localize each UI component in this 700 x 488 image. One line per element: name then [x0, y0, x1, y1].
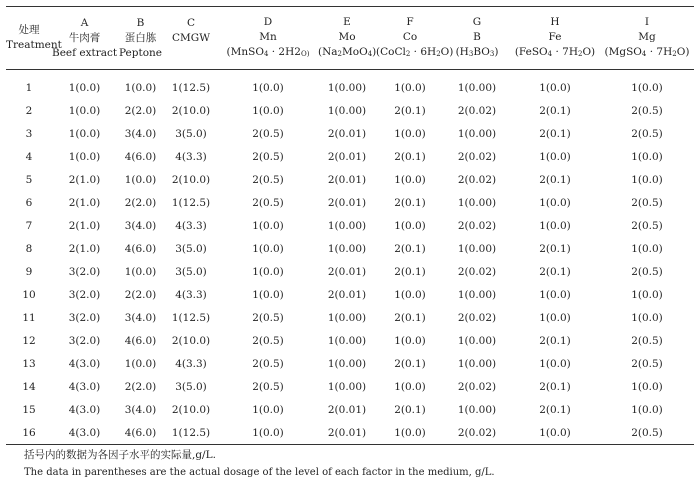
level-cell: 2(0.1): [394, 357, 426, 370]
level-cell: 3(4.0): [124, 403, 157, 416]
level-cell: 2(0.01): [327, 173, 367, 186]
level-cell: 2(0.5): [252, 380, 284, 393]
factor-name: 蛋白胨: [124, 31, 157, 44]
level-cell: 1(0.00): [327, 311, 367, 324]
level-cell: 1(0.00): [327, 334, 367, 347]
level-cell: 2(1.0): [68, 242, 101, 255]
level-cell: 2(0.1): [394, 403, 426, 416]
factor-letter: D: [263, 15, 273, 28]
level-cell: 1(0.00): [457, 242, 497, 255]
level-cell: 2(0.02): [457, 104, 497, 117]
level-cell: 2(2.0): [124, 380, 157, 393]
level-cell: 1(0.0): [539, 81, 571, 94]
factor-name-en: [164, 46, 218, 61]
level-cell: 3(4.0): [124, 311, 157, 324]
factor-header-f: [376, 7, 454, 70]
level-cell: 1(0.0): [124, 81, 157, 94]
factor-formula: (MnSO$_4$ · $2H2_{O)}$: [226, 45, 310, 58]
level-cell: 2(0.01): [327, 403, 367, 416]
level-cell: 2(0.5): [252, 127, 284, 140]
factor-header-h: [510, 7, 600, 70]
treatment-number: 15: [22, 403, 36, 416]
level-cell: 1(0.0): [124, 357, 157, 370]
level-cell: 1(0.0): [539, 150, 571, 163]
level-cell: 1(0.0): [631, 403, 663, 416]
level-cell: 2(0.5): [252, 311, 284, 324]
level-cell: 2(0.1): [394, 265, 426, 278]
level-cell: 3(2.0): [68, 311, 101, 324]
header-row: [6, 7, 694, 70]
table-row: [6, 421, 694, 445]
factor-formula: (CoCl$_2$ · $6H_2O$): [376, 45, 454, 58]
level-cell: 1(0.0): [218, 421, 318, 445]
treatment-number: 9: [25, 265, 33, 278]
level-cell: 1(0.0): [68, 150, 101, 163]
level-cell: 1(0.0): [631, 242, 663, 255]
level-cell: 2(2.0): [124, 288, 157, 301]
factor-name: Co: [402, 30, 418, 43]
factor-formula: (FeSO$_4$ · $7H_2O$): [514, 45, 596, 58]
level-cell: 1(0.0): [631, 173, 663, 186]
level-cell: 4(6.0): [124, 334, 157, 347]
level-cell: 2(10.0): [171, 104, 211, 117]
level-cell: 2(0.1): [539, 265, 571, 278]
level-cell: 1(0.0): [252, 104, 284, 117]
table-row: [6, 76, 694, 99]
level-cell: 1(12.5): [171, 196, 211, 209]
level-cell: 2(0.02): [457, 219, 497, 232]
level-cell: 2(0.5): [631, 127, 663, 140]
level-cell: 1(0.0): [539, 311, 571, 324]
treatment-number: 10: [22, 288, 36, 301]
level-cell: 2(0.01): [327, 288, 367, 301]
orthogonal-design-table: [6, 6, 694, 445]
treatment-number: 13: [22, 357, 36, 370]
factor-header-g: [444, 7, 510, 70]
level-cell: 3(2.0): [68, 288, 101, 301]
table-row: [6, 168, 694, 191]
level-cell: 2(0.01): [327, 265, 367, 278]
level-cell: 2(10.0): [171, 403, 211, 416]
treatment-number: 5: [25, 173, 33, 186]
factor-letter: G: [472, 15, 482, 28]
level-cell: 1(0.0): [68, 104, 101, 117]
level-cell: 2(0.5): [252, 173, 284, 186]
factor-name-en: Beef extract: [52, 46, 118, 59]
level-cell: 1(0.00): [457, 334, 497, 347]
level-cell: 1(0.00): [457, 127, 497, 140]
level-cell: 2(0.1): [394, 311, 426, 324]
level-cell: 1(0.0): [252, 288, 284, 301]
level-cell: 2(0.1): [539, 403, 571, 416]
level-cell: 2(0.01): [327, 150, 367, 163]
level-cell: 1(0.0): [631, 288, 663, 301]
treatment-number: 12: [22, 334, 36, 347]
table-row: [6, 329, 694, 352]
level-cell: 1(0.0): [394, 127, 426, 140]
level-cell: 4(3.3): [175, 288, 207, 301]
level-cell: 2(0.01): [318, 421, 376, 445]
level-cell: 1(0.0): [252, 265, 284, 278]
table-row: [6, 99, 694, 122]
treatment-number: 1: [25, 81, 33, 94]
level-cell: 1(0.00): [457, 196, 497, 209]
level-cell: 3(4.0): [124, 127, 157, 140]
level-cell: 1(0.0): [394, 173, 426, 186]
level-cell: 2(0.1): [539, 380, 571, 393]
factor-name: CMGW: [172, 31, 210, 44]
level-cell: 2(10.0): [171, 173, 211, 186]
factor-name: Mn: [259, 30, 277, 43]
table-row: [6, 352, 694, 375]
factor-letter: F: [406, 15, 414, 28]
level-cell: 1(12.5): [164, 421, 218, 445]
factor-header-c: [164, 7, 218, 70]
level-cell: 1(0.00): [327, 357, 367, 370]
level-cell: 2(2.0): [124, 196, 157, 209]
treatment-number: 11: [22, 311, 36, 324]
factor-name: Fe: [548, 30, 562, 43]
table-body: [6, 70, 694, 445]
level-cell: 2(0.1): [394, 104, 426, 117]
level-cell: 1(0.0): [252, 81, 284, 94]
factor-formula: (MgSO$_4$ · $7H_2O$): [604, 45, 690, 58]
level-cell: 2(0.1): [394, 196, 426, 209]
factor-header-i: [600, 7, 694, 70]
factor-letter: E: [343, 15, 351, 28]
level-cell: 3(5.0): [175, 265, 207, 278]
level-cell: 2(0.5): [631, 104, 663, 117]
factor-header-e: [318, 7, 376, 70]
level-cell: 2(0.5): [252, 150, 284, 163]
table-row: [6, 214, 694, 237]
table-header: [6, 7, 694, 70]
treatment-number: 3: [25, 127, 33, 140]
factor-name-en: Peptone: [118, 46, 163, 59]
factor-name: 牛肉膏: [68, 31, 101, 44]
level-cell: 1(0.0): [124, 265, 157, 278]
level-cell: 1(0.0): [252, 403, 284, 416]
level-cell: 1(0.0): [510, 421, 600, 445]
level-cell: 2(0.1): [539, 173, 571, 186]
level-cell: 2(0.02): [457, 311, 497, 324]
level-cell: 2(0.5): [600, 421, 694, 445]
level-cell: 1(0.0): [631, 150, 663, 163]
treatment-number: 16: [6, 421, 52, 445]
level-cell: 1(0.0): [376, 421, 444, 445]
level-cell: 2(0.1): [539, 242, 571, 255]
level-cell: 1(0.0): [124, 173, 157, 186]
treatment-number: 4: [25, 150, 33, 163]
factor-formula: $(Na_2MoO_4)$: [318, 45, 377, 58]
factor-letter: C: [186, 16, 196, 29]
level-cell: 4(3.0): [68, 357, 101, 370]
level-cell: 2(0.1): [394, 150, 426, 163]
level-cell: 4(3.3): [175, 219, 207, 232]
level-cell: 2(0.01): [327, 127, 367, 140]
treatment-number: 2: [25, 104, 33, 117]
table-row: [6, 283, 694, 306]
level-cell: 2(0.5): [252, 196, 284, 209]
note-cn: 括号内的数据为各因子水平的实际量,g/L.: [24, 449, 216, 461]
level-cell: 2(1.0): [68, 173, 101, 186]
level-cell: 2(0.5): [631, 219, 663, 232]
table-row: [6, 375, 694, 398]
treatment-number: 8: [25, 242, 33, 255]
factor-name: Mo: [338, 30, 356, 43]
level-cell: 4(3.0): [68, 403, 101, 416]
level-cell: 4(6.0): [124, 242, 157, 255]
level-cell: 2(0.02): [457, 265, 497, 278]
level-cell: 1(0.0): [68, 81, 101, 94]
level-cell: 1(0.0): [394, 81, 426, 94]
table-row: [6, 145, 694, 168]
level-cell: 3(5.0): [175, 380, 207, 393]
level-cell: 4(6.0): [117, 421, 164, 445]
level-cell: 2(0.5): [631, 334, 663, 347]
level-cell: 2(2.0): [124, 104, 157, 117]
level-cell: 1(0.00): [457, 357, 497, 370]
treatment-header-cn: 处理: [18, 24, 40, 36]
level-cell: 2(0.1): [539, 334, 571, 347]
treatment-number: 6: [25, 196, 33, 209]
level-cell: 2(0.02): [444, 421, 510, 445]
level-cell: 2(0.1): [539, 127, 571, 140]
table-row: [6, 260, 694, 283]
level-cell: 3(2.0): [68, 334, 101, 347]
factor-header-b: [117, 7, 164, 70]
level-cell: 1(0.00): [327, 219, 367, 232]
level-cell: 1(0.0): [631, 380, 663, 393]
table-row: [6, 237, 694, 260]
factor-formula: $(H_3BO_3)$: [455, 45, 499, 58]
table-row: [6, 398, 694, 421]
level-cell: 1(0.0): [539, 196, 571, 209]
level-cell: 2(1.0): [68, 196, 101, 209]
table-row: [6, 122, 694, 145]
level-cell: 4(3.3): [175, 357, 207, 370]
treatment-number: 7: [25, 219, 33, 232]
factor-name: B: [473, 30, 481, 43]
level-cell: 1(0.00): [457, 288, 497, 301]
level-cell: 1(0.0): [394, 288, 426, 301]
level-cell: 4(3.0): [52, 421, 117, 445]
note-en: The data in parentheses are the actual dosage of the level of each factor in the medium, g/L.: [24, 467, 495, 478]
level-cell: 1(0.0): [631, 311, 663, 324]
level-cell: 4(3.0): [68, 380, 101, 393]
factor-name: Mg: [638, 30, 656, 43]
treatment-number: 14: [22, 380, 36, 393]
level-cell: 2(10.0): [171, 334, 211, 347]
level-cell: 1(0.0): [539, 357, 571, 370]
table-row: [6, 306, 694, 329]
level-cell: 1(0.0): [394, 219, 426, 232]
level-cell: 1(0.0): [394, 380, 426, 393]
level-cell: 2(0.5): [631, 357, 663, 370]
level-cell: 1(12.5): [171, 81, 211, 94]
level-cell: 2(0.02): [457, 380, 497, 393]
table-notes: [24, 446, 495, 482]
level-cell: 2(0.1): [539, 104, 571, 117]
level-cell: 1(0.0): [539, 288, 571, 301]
level-cell: 2(0.1): [394, 242, 426, 255]
level-cell: 1(0.0): [631, 81, 663, 94]
factor-letter: B: [136, 16, 145, 29]
factor-header-d: [218, 7, 318, 70]
level-cell: 2(0.02): [457, 173, 497, 186]
level-cell: 1(0.0): [394, 334, 426, 347]
level-cell: 1(0.0): [252, 242, 284, 255]
level-cell: 1(0.00): [327, 380, 367, 393]
factor-letter: I: [644, 15, 650, 28]
factor-letter: H: [550, 15, 560, 28]
level-cell: 1(0.0): [68, 127, 101, 140]
level-cell: 4(3.3): [175, 150, 207, 163]
level-cell: 4(6.0): [124, 150, 157, 163]
level-cell: 1(12.5): [171, 311, 211, 324]
level-cell: 2(1.0): [68, 219, 101, 232]
level-cell: 1(0.00): [457, 81, 497, 94]
treatment-header-en: Treatment: [6, 39, 62, 51]
level-cell: 1(0.0): [252, 219, 284, 232]
level-cell: 1(0.00): [327, 104, 367, 117]
level-cell: 2(0.5): [631, 196, 663, 209]
level-cell: 1(0.00): [327, 242, 367, 255]
level-cell: 1(0.00): [327, 81, 367, 94]
level-cell: 2(0.02): [457, 150, 497, 163]
treatment-header: [6, 7, 62, 70]
factor-header-a: [52, 7, 117, 70]
level-cell: 3(2.0): [68, 265, 101, 278]
level-cell: 1(0.00): [457, 403, 497, 416]
level-cell: 3(5.0): [175, 242, 207, 255]
level-cell: 2(0.01): [327, 196, 367, 209]
level-cell: 2(0.5): [252, 334, 284, 347]
factor-letter: A: [80, 16, 89, 29]
level-cell: 1(0.0): [539, 219, 571, 232]
level-cell: 2(0.5): [252, 357, 284, 370]
level-cell: 2(0.5): [631, 265, 663, 278]
level-cell: 3(5.0): [175, 127, 207, 140]
table-row: [6, 191, 694, 214]
level-cell: 3(4.0): [124, 219, 157, 232]
